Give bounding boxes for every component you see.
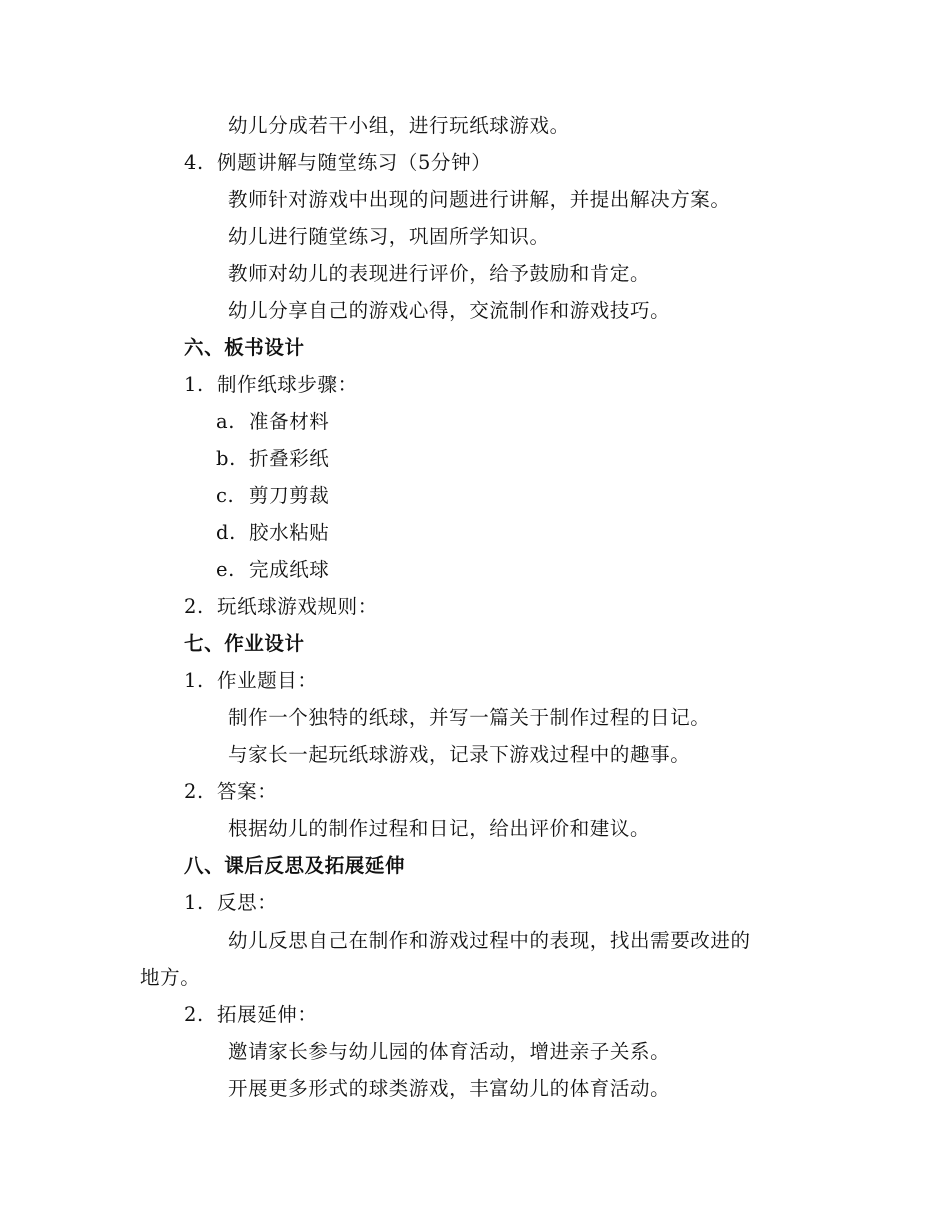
sub-list-text: 折叠彩纸 <box>249 447 330 470</box>
sub-list-item <box>216 558 329 582</box>
list-item <box>184 780 277 804</box>
sub-list-item <box>216 447 329 471</box>
list-marker: 1. <box>184 891 204 914</box>
body-line: 幼儿分享自己的游戏心得，交流制作和游戏技巧。 <box>228 299 671 322</box>
sub-list-marker: a. <box>216 410 236 433</box>
list-item <box>184 669 318 693</box>
body-line: 教师对幼儿的表现进行评价，给予鼓励和肯定。 <box>228 262 651 285</box>
list-item-text: 反思： <box>217 891 278 914</box>
sub-list-text: 完成纸球 <box>249 558 330 581</box>
list-item-text: 作业题目： <box>217 669 318 692</box>
sub-list-marker: e. <box>216 558 235 581</box>
sub-list-item <box>216 410 329 434</box>
section-heading-8: 八、课后反思及拓展延伸 <box>184 854 406 877</box>
sub-list-text: 准备材料 <box>249 410 330 433</box>
list-item-text: 制作纸球步骤： <box>217 373 358 396</box>
sub-list-marker: d. <box>216 521 236 544</box>
list-item-text: 拓展延伸： <box>217 1003 318 1026</box>
list-item <box>184 891 277 915</box>
body-line: 制作一个独特的纸球，并写一篇关于制作过程的日记。 <box>228 706 711 729</box>
list-item-text: 答案： <box>217 780 278 803</box>
intro-line: 幼儿分成若干小组，进行玩纸球游戏。 <box>228 114 570 137</box>
list-item <box>184 595 378 619</box>
body-line: 幼儿反思自己在制作和游戏过程中的表现，找出需要改进的 <box>228 929 751 952</box>
body-line: 根据幼儿的制作过程和日记，给出评价和建议。 <box>228 817 651 840</box>
list-marker: 1. <box>184 669 204 692</box>
sub-list-marker: b. <box>216 447 236 470</box>
list-marker: 2. <box>184 1003 204 1026</box>
section-heading-6: 六、板书设计 <box>184 336 305 359</box>
body-line: 与家长一起玩纸球游戏，记录下游戏过程中的趣事。 <box>228 743 691 766</box>
sub-list-item <box>216 484 329 508</box>
sub-list-text: 胶水粘贴 <box>249 521 330 544</box>
list-item-step-4 <box>184 151 491 175</box>
body-line: 邀请家长参与幼儿园的体育活动，增进亲子关系。 <box>228 1040 671 1063</box>
body-line-wrap: 地方。 <box>140 966 201 989</box>
list-marker: 2. <box>184 780 204 803</box>
sub-list-item <box>216 521 329 545</box>
list-item <box>184 373 358 397</box>
list-marker: 4. <box>184 151 204 174</box>
list-marker: 1. <box>184 373 204 396</box>
list-marker: 2. <box>184 595 204 618</box>
list-item <box>184 1003 318 1027</box>
section-heading-7: 七、作业设计 <box>184 632 305 655</box>
list-item-text: 玩纸球游戏规则： <box>217 595 378 618</box>
body-line: 开展更多形式的球类游戏，丰富幼儿的体育活动。 <box>228 1077 671 1100</box>
body-line: 幼儿进行随堂练习，巩固所学知识。 <box>228 225 550 248</box>
sub-list-marker: c. <box>216 484 235 507</box>
body-line: 教师针对游戏中出现的问题进行讲解，并提出解决方案。 <box>228 188 731 211</box>
sub-list-text: 剪刀剪裁 <box>249 484 330 507</box>
list-item-text: 例题讲解与随堂练习（5分钟） <box>217 151 492 174</box>
